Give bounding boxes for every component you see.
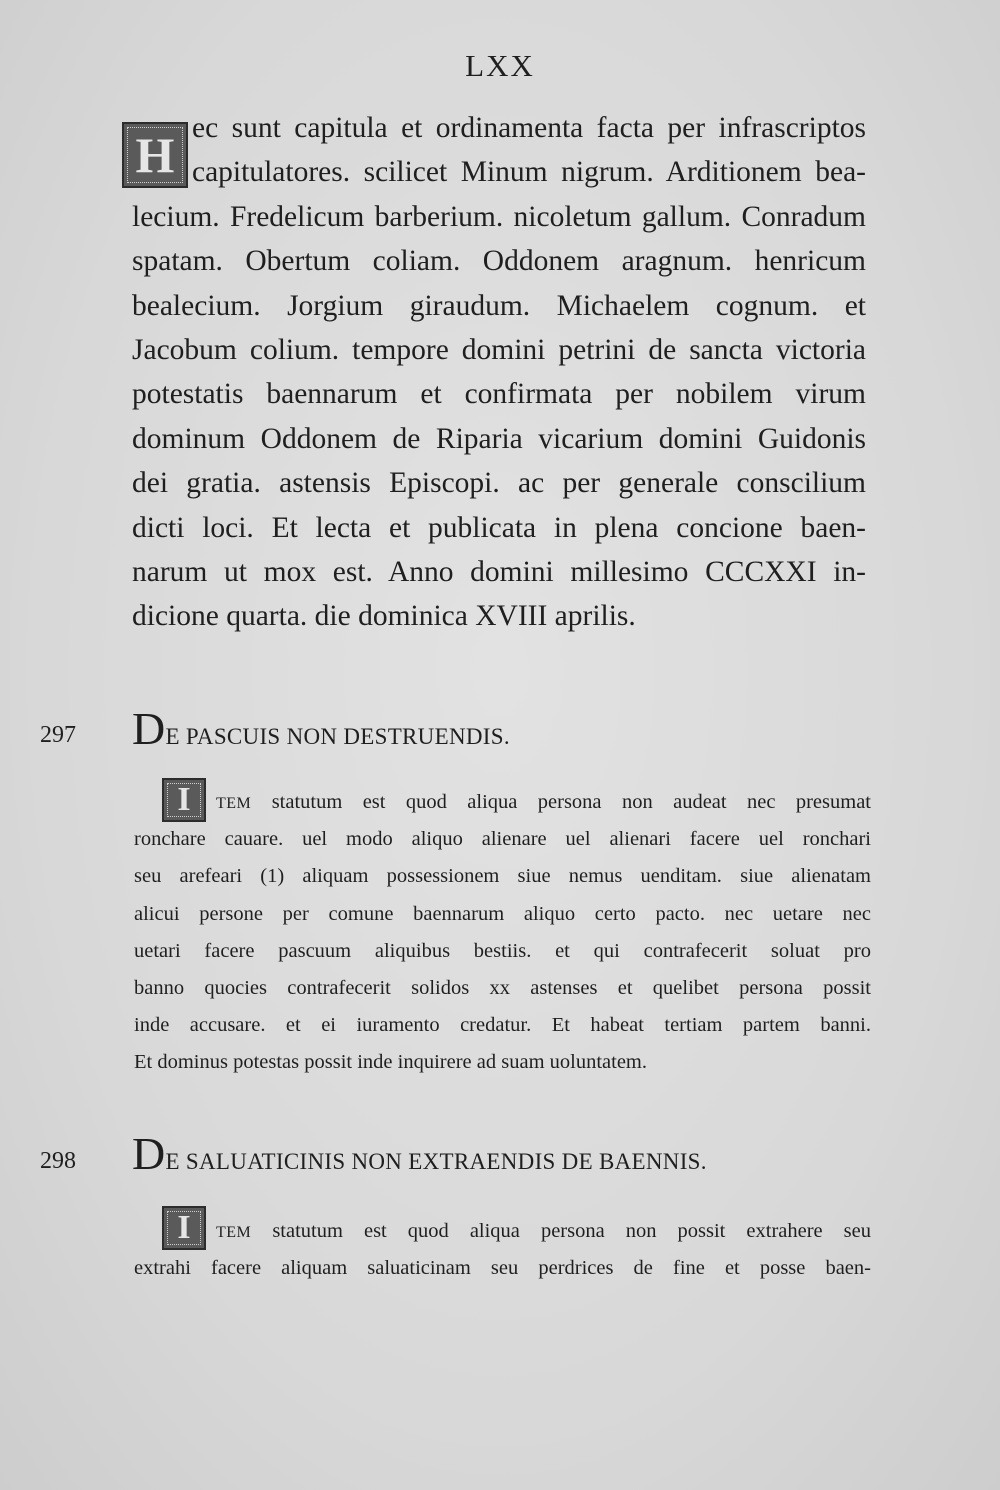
initial-letter: I	[177, 1209, 191, 1246]
intro-line: potestatis baennarum et confirmata per nobilem virum	[132, 378, 866, 411]
heading-text: E PASCUIS NON DESTRUENDIS.	[165, 724, 510, 749]
section-body	[134, 1213, 871, 1287]
section-number: 298	[40, 1148, 76, 1174]
intro-line: narum ut mox est. Anno domini millesimo CCCXXI in-	[132, 555, 866, 588]
section-heading	[132, 1128, 707, 1179]
heading-text: E SALUATICINIS NON EXTRAENDIS DE BAENNIS.	[165, 1149, 707, 1174]
intro-line: spatam. Obertum coliam. Oddonem aragnum. henricum	[132, 245, 866, 278]
body-line: banno quocies contrafecerit solidos xx astenses et quelibet persona possit	[134, 976, 871, 999]
section-body	[134, 784, 871, 1082]
first-line-text: statutum est quod aliqua persona non audeat nec presumat	[271, 791, 871, 813]
body-line	[134, 1213, 871, 1250]
body-line: extrahi facere aliquam saluaticinam seu perdrices de fine et posse baen-	[134, 1257, 871, 1280]
body-line: Et dominus potestas possit inde inquirere ad suam uoluntatem.	[134, 1051, 647, 1074]
body-line	[134, 784, 871, 821]
section-heading	[132, 703, 510, 754]
intro-line: dicti loci. Et lecta et publicata in plena concione baen-	[132, 511, 866, 544]
intro-paragraph	[132, 106, 866, 639]
body-line: inde accusare. et ei iuramento credatur. Et habeat tertiam partem banni.	[134, 1014, 871, 1037]
intro-line: lecium. Fredelicum barberium. nicoletum gallum. Conradum	[132, 200, 866, 233]
intro-line: dicione quarta. die dominica XVIII aprilis.	[132, 600, 636, 633]
first-word: TEM	[216, 1224, 252, 1241]
body-line: alicui persone per comune baennarum aliquo certo pacto. nec uetare nec	[134, 902, 871, 925]
intro-line: dominum Oddonem de Riparia vicarium domini Guidonis	[132, 422, 866, 455]
intro-line: ec sunt capitula et ordinamenta facta per infrascriptos	[192, 112, 866, 144]
page-number: LXX	[465, 48, 535, 83]
heading-initial: D	[132, 1128, 166, 1179]
initial-letter: I	[177, 781, 191, 818]
first-line-text: statutum est quod aliqua persona non possit extrahere seu	[272, 1220, 872, 1242]
body-line: seu arefeari (1) aliquam possessionem siue nemus uenditam. siue alienatam	[134, 865, 871, 888]
first-word: TEM	[216, 795, 252, 812]
intro-line: Jacobum colium. tempore domini petrini de sancta victoria	[132, 333, 866, 366]
intro-line: dei gratia. astensis Episcopi. ac per generale conscilium	[132, 467, 866, 500]
initial-letter: H	[135, 127, 175, 183]
intro-line: capitulatores. scilicet Minum nigrum. Arditionem bea-	[192, 156, 866, 189]
intro-line: bealecium. Jorgium giraudum. Michaelem cognum. et	[132, 289, 866, 322]
section-number: 297	[40, 722, 76, 748]
body-line: uetari facere pascuum aliquibus bestiis. et qui contrafecerit soluat pro	[134, 939, 871, 962]
body-line: ronchare cauare. uel modo aliquo alienare uel alienari facere uel ronchari	[134, 828, 871, 851]
heading-initial: D	[132, 703, 166, 754]
